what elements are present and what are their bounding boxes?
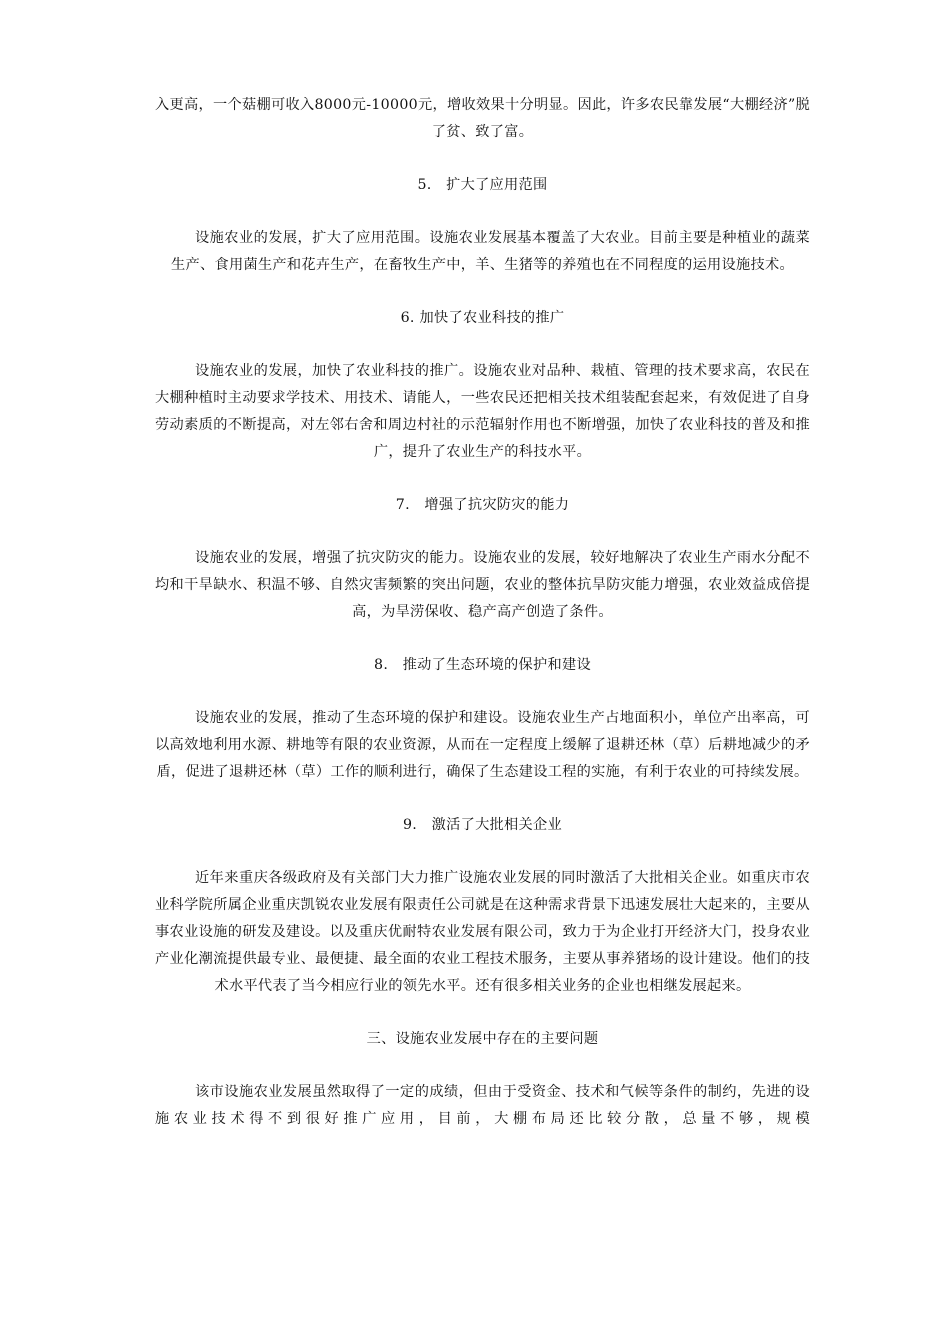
paragraph-continuation: 入更高，一个菇棚可收入8000元-10000元，增收效果十分明显。因此，许多农民靠发展“大棚经济”脱了贫、致了富。 [155,97,810,140]
heading-9: 9. 激活了大批相关企业 [402,817,562,833]
heading-section-3: 三、设施农业发展中存在的主要问题 [366,1031,599,1047]
paragraph-6: 设施农业的发展，加快了农业科技的推广。设施农业对品种、栽植、管理的技术要求高，农民在大棚种植时主动要求学技术、用技术、请能人，一些农民还把相关技术组装配套起来，有效促进了自身劳动素质的不断提高，对左邻右舍和周边村社的示范辐射作用也不断增强，加快了农业科技的普及和推广，提升了农业生产的科技水平。 [155,363,810,460]
heading-7: 7. 增强了抗灾防灾的能力 [395,497,570,513]
paragraph-section-3: 该市设施农业发展虽然取得了一定的成绩，但由于受资金、技术和气候等条件的制约，先进的设施农业技术得不到很好推广应用，目前，大棚布局还比较分散，总量不够，规模 [155,1084,810,1127]
heading-8: 8. 推动了生态环境的保护和建设 [374,657,591,673]
heading-5: 5. 扩大了应用范围 [417,177,548,193]
paragraph-8: 设施农业的发展，推动了生态环境的保护和建设。设施农业生产占地面积小，单位产出率高，可以高效地利用水源、耕地等有限的农业资源，从而在一定程度上缓解了退耕还林（草）后耕地减少的矛盾，促进了退耕还林（草）工作的顺利进行，确保了生态建设工程的实施，有利于农业的可持续发展。 [155,710,810,780]
paragraph-5: 设施农业的发展，扩大了应用范围。设施农业发展基本覆盖了大农业。目前主要是种植业的蔬菜生产、食用菌生产和花卉生产，在畜牧生产中，羊、生猪等的养殖也在不同程度的运用设施技术。 [171,230,810,273]
paragraph-7: 设施农业的发展，增强了抗灾防灾的能力。设施农业的发展，较好地解决了农业生产雨水分配不均和干旱缺水、积温不够、自然灾害频繁的突出问题，农业的整体抗旱防灾能力增强，农业效益成倍提高，为旱涝保收、稳产高产创造了条件。 [155,550,810,620]
document-page [155,92,810,1133]
heading-6: 6. 加快了农业科技的推广 [400,310,565,326]
paragraph-9: 近年来重庆各级政府及有关部门大力推广设施农业发展的同时激活了大批相关企业。如重庆市农业科学院所属企业重庆凯锐农业发展有限责任公司就是在这种需求背景下迅速发展壮大起来的，主要从事农业设施的研发及建设。以及重庆优耐特农业发展有限公司，致力于为企业打开经济大门，投身农业产业化潮流提供最专业、最便捷、最全面的农业工程技术服务，主要从事养猪场的设计建设。他们的技术水平代表了当今相应行业的领先水平。还有很多相关业务的企业也相继发展起来。 [155,870,810,994]
